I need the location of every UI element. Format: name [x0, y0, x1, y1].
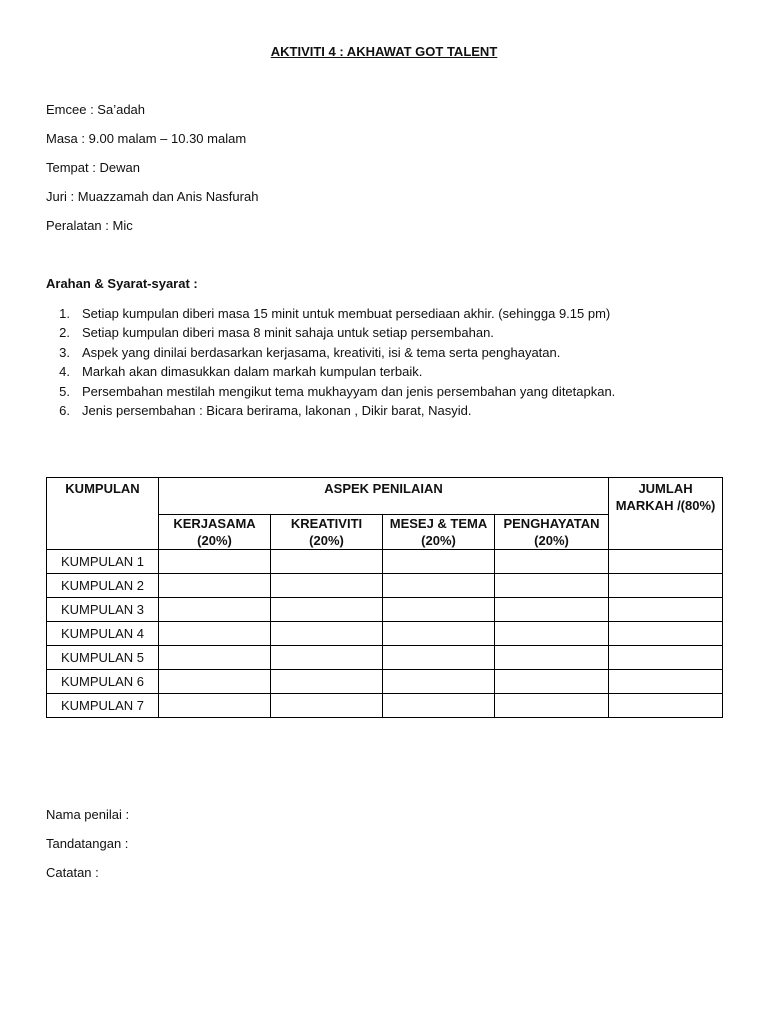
header-aspek-penilaian: ASPEK PENILAIAN	[159, 478, 609, 515]
table-row	[47, 598, 723, 622]
score-cell[interactable]	[383, 670, 495, 694]
header-mesej-tema: MESEJ & TEMA (20%)	[383, 515, 495, 550]
score-cell[interactable]	[495, 550, 609, 574]
catatan-label: Catatan :	[46, 865, 99, 880]
score-cell[interactable]	[495, 574, 609, 598]
rule-text: Markah akan dimasukkan dalam markah kumpulan terbaik.	[82, 364, 423, 380]
header-penghayatan: PENGHAYATAN (20%)	[495, 515, 609, 550]
rule-item	[46, 401, 736, 420]
score-cell[interactable]	[609, 622, 723, 646]
rule-text: Setiap kumpulan diberi masa 15 minit untuk membuat persediaan akhir. (sehingga 9.15 pm)	[82, 306, 611, 321]
table-row	[47, 670, 723, 694]
tandatangan-label: Tandatangan :	[46, 836, 129, 851]
rule-item	[46, 362, 736, 381]
header-kumpulan: KUMPULAN	[47, 478, 159, 550]
score-cell[interactable]	[271, 694, 383, 718]
group-name-cell: KUMPULAN 3	[47, 598, 159, 622]
table-row	[47, 550, 723, 574]
score-cell[interactable]	[159, 550, 271, 574]
rules-heading: Arahan & Syarat-syarat :	[46, 276, 198, 291]
score-cell[interactable]	[495, 622, 609, 646]
juri-line: Juri : Muazzamah dan Anis Nasfurah	[46, 189, 259, 204]
rule-item	[46, 382, 736, 401]
score-cell[interactable]	[271, 622, 383, 646]
header-jumlah-markah: JUMLAH MARKAH /(80%)	[609, 478, 723, 550]
group-name-cell: KUMPULAN 6	[47, 670, 159, 694]
score-cell[interactable]	[609, 598, 723, 622]
rule-number: 5.	[59, 383, 70, 399]
score-cell[interactable]	[271, 670, 383, 694]
rules-list	[46, 304, 736, 420]
header-kerjasama: KERJASAMA (20%)	[159, 515, 271, 550]
group-name-cell: KUMPULAN 2	[47, 574, 159, 598]
rule-text: Jenis persembahan : Bicara berirama, lakonan , Dikir barat, Nasyid.	[82, 402, 472, 418]
score-cell[interactable]	[609, 670, 723, 694]
table-row	[47, 622, 723, 646]
rule-text: Setiap kumpulan diberi masa 8 minit sahaja untuk setiap persembahan.	[82, 325, 494, 341]
masa-line: Masa : 9.00 malam – 10.30 malam	[46, 131, 247, 146]
score-cell[interactable]	[159, 598, 271, 622]
score-cell[interactable]	[383, 622, 495, 646]
rule-item	[46, 304, 736, 323]
score-cell[interactable]	[609, 694, 723, 718]
emcee-line: Emcee : Sa’adah	[46, 102, 146, 117]
rule-number: 3.	[59, 344, 70, 360]
tempat-line: Tempat : Dewan	[46, 160, 140, 175]
group-name-cell: KUMPULAN 5	[47, 646, 159, 670]
score-cell[interactable]	[495, 646, 609, 670]
table-row	[47, 574, 723, 598]
score-cell[interactable]	[609, 574, 723, 598]
nama-penilai-label: Nama penilai :	[46, 807, 130, 822]
rule-number: 1.	[59, 306, 70, 321]
score-cell[interactable]	[159, 646, 271, 670]
rule-number: 6.	[59, 402, 70, 418]
score-cell[interactable]	[495, 670, 609, 694]
score-cell[interactable]	[609, 646, 723, 670]
score-cell[interactable]	[383, 550, 495, 574]
rule-text: Aspek yang dinilai berdasarkan kerjasama, kreativiti, isi & tema serta penghayatan.	[82, 344, 561, 360]
score-cell[interactable]	[383, 694, 495, 718]
rule-number: 4.	[59, 364, 70, 380]
rule-number: 2.	[59, 325, 70, 341]
rule-item	[46, 343, 736, 362]
score-cell[interactable]	[159, 574, 271, 598]
score-table	[46, 477, 723, 718]
table-row	[47, 646, 723, 670]
score-cell[interactable]	[495, 694, 609, 718]
score-cell[interactable]	[271, 550, 383, 574]
group-name-cell: KUMPULAN 7	[47, 694, 159, 718]
rule-text: Persembahan mestilah mengikut tema mukhayyam dan jenis persembahan yang ditetapkan.	[82, 383, 616, 399]
score-cell[interactable]	[609, 550, 723, 574]
table-row	[47, 694, 723, 718]
group-name-cell: KUMPULAN 1	[47, 550, 159, 574]
peralatan-line: Peralatan : Mic	[46, 218, 133, 233]
score-cell[interactable]	[495, 598, 609, 622]
score-cell[interactable]	[271, 598, 383, 622]
score-cell[interactable]	[383, 646, 495, 670]
page-title: AKTIVITI 4 : AKHAWAT GOT TALENT	[270, 44, 498, 59]
header-kreativiti: KREATIVITI (20%)	[271, 515, 383, 550]
score-cell[interactable]	[271, 574, 383, 598]
rule-item	[46, 323, 736, 342]
score-cell[interactable]	[383, 574, 495, 598]
score-cell[interactable]	[271, 646, 383, 670]
group-name-cell: KUMPULAN 4	[47, 622, 159, 646]
score-cell[interactable]	[159, 622, 271, 646]
score-cell[interactable]	[159, 694, 271, 718]
score-cell[interactable]	[159, 670, 271, 694]
score-cell[interactable]	[383, 598, 495, 622]
